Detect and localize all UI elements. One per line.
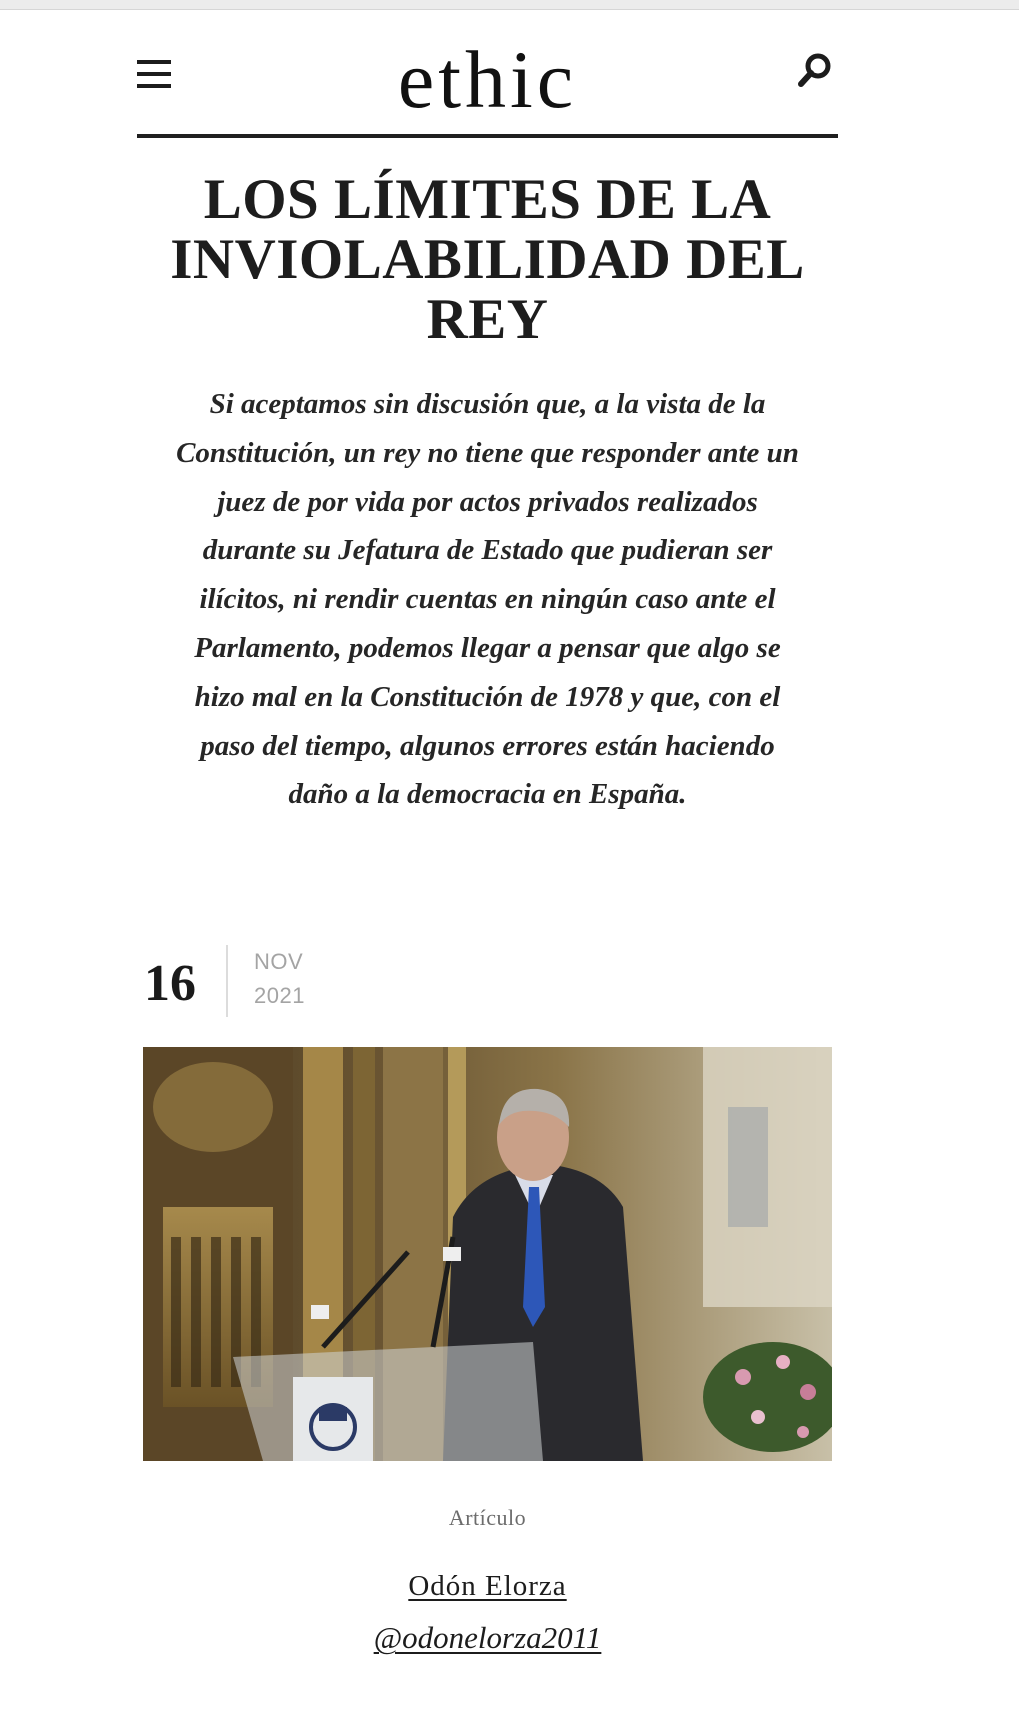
author-handle	[137, 1620, 838, 1656]
search-icon[interactable]	[794, 50, 836, 92]
article-lead: Si aceptamos sin discusión que, a la vista de la Constitución, un rey no tiene que responder ante un juez de por vida por actos privados realizados durante su Jefatura de Estado que pudieran ser ilícitos, ni rendir cuentas en ningún caso ante el Parlamento, podemos llegar a pensar que algo se hizo mal en la Constitución de 1978 y que, con el paso del tiempo, algunos errores están haciendo daño a la democracia en España.	[176, 388, 799, 811]
article-author	[137, 1570, 838, 1603]
browser-top-strip	[0, 0, 1019, 10]
date-year: 2021	[254, 983, 305, 1008]
date-day: 16	[144, 955, 196, 1012]
article-title: LOS LÍMITES DE LA INVIOLABILIDAD DEL REY	[170, 168, 805, 351]
site-logo[interactable]: ethic	[397, 34, 578, 125]
article-hero-image	[143, 1047, 832, 1461]
date-month: NOV	[254, 949, 304, 974]
publish-date	[142, 945, 442, 1017]
author-handle-link[interactable]: @odonelorza2011	[373, 1620, 602, 1655]
site-header	[137, 30, 838, 138]
author-link[interactable]: Odón Elorza	[408, 1570, 567, 1602]
search-icon-graphic	[794, 50, 836, 92]
hero-photo-illustration	[143, 1047, 832, 1461]
article-category[interactable]: Artículo	[448, 1505, 527, 1530]
date-divider	[226, 945, 228, 1017]
